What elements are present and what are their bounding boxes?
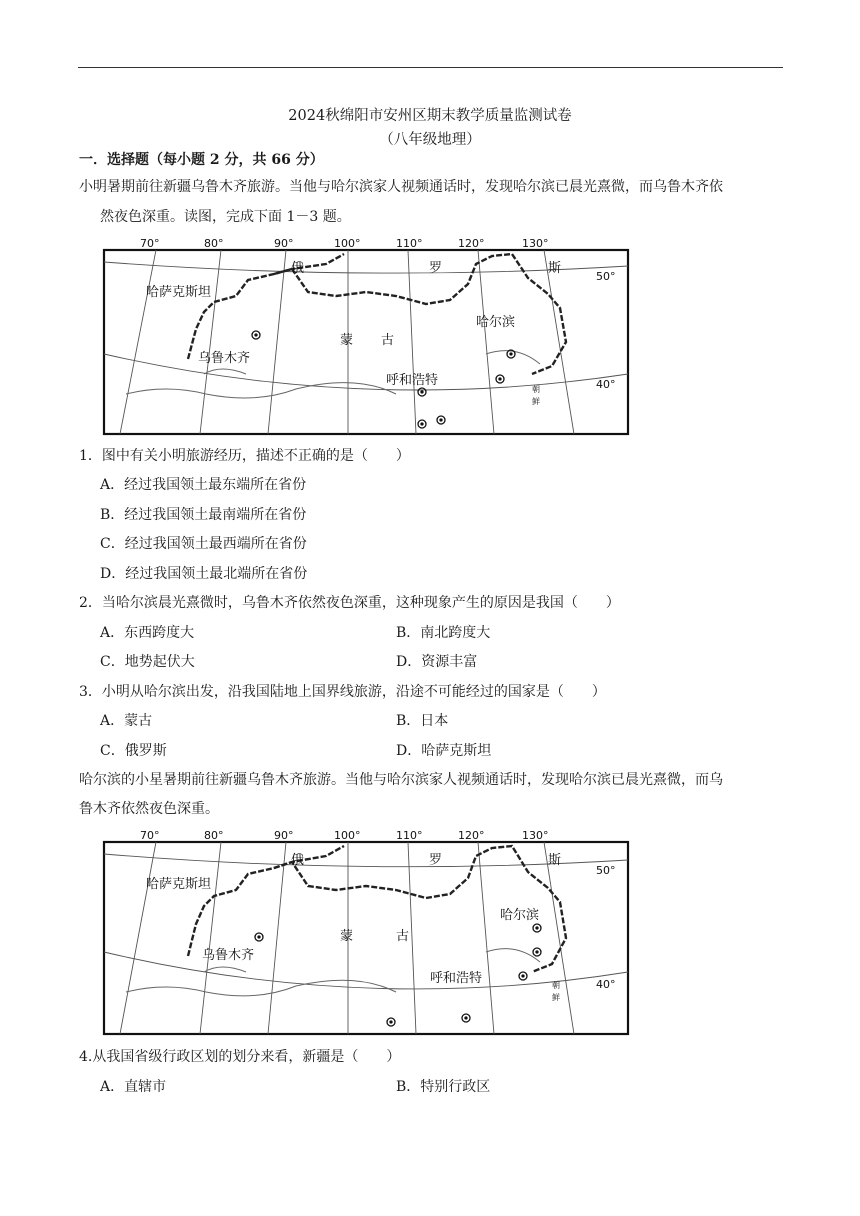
q3-option-c: C．俄罗斯: [100, 743, 167, 759]
intro2-line1: 哈尔滨的小星暑期前往新疆乌鲁木齐旅游。当他与哈尔滨家人视频通话时，发现哈尔滨已晨光熹微，而乌: [79, 772, 723, 788]
section-heading: 一．选择题（每小题 2 分，共 66 分）: [79, 152, 324, 168]
label-russia-3: 斯: [548, 853, 562, 868]
q1-option-d: D．经过我国领土最北端所在省份: [100, 566, 308, 582]
q3-stem: 3．小明从哈尔滨出发，沿我国陆地上国界线旅游，沿途不可能经过的国家是（ ）: [79, 684, 606, 700]
graticule: [104, 250, 628, 434]
label-korea-2: 鲜: [532, 397, 540, 406]
q3-option-d: D．哈萨克斯坦: [396, 743, 492, 759]
exam-subtitle: （八年级地理）: [379, 132, 481, 148]
map-2: [96, 826, 641, 1038]
lon-label-6: 120°: [458, 829, 485, 842]
lon-label-4: 100°: [334, 237, 361, 250]
lat-label-50: 50°: [596, 864, 616, 877]
lon-label-2: 80°: [204, 829, 224, 842]
label-russia-2: 罗: [429, 853, 443, 868]
q3-option-a: A．蒙古: [100, 713, 153, 729]
lat-label-40: 40°: [596, 978, 616, 991]
map-frame: [104, 842, 628, 1034]
q2-option-a: A．东西跨度大: [100, 625, 195, 641]
q2-stem: 2．当哈尔滨晨光熹微时，乌鲁木齐依然夜色深重，这种现象产生的原因是我国（ ）: [79, 595, 620, 611]
label-mongolia-1: 蒙: [340, 929, 354, 944]
q4-option-a: A．直辖市: [100, 1079, 167, 1095]
q2-option-c: C．地势起伏大: [100, 654, 195, 670]
label-urumqi: 乌鲁木齐: [202, 948, 255, 963]
lon-label-5: 110°: [396, 237, 423, 250]
label-korea-2: 鲜: [552, 993, 560, 1002]
label-russia-3: 斯: [548, 261, 562, 276]
exam-title: 2024秋绵阳市安州区期末教学质量监测试卷: [288, 108, 572, 124]
lat-label-40: 40°: [596, 378, 616, 391]
lon-label-1: 70°: [140, 237, 160, 250]
q1-stem: 1．图中有关小明旅游经历，描述不正确的是（ ）: [79, 448, 410, 464]
label-urumqi: 乌鲁木齐: [198, 351, 251, 366]
graticule: [104, 842, 628, 1034]
label-hohhot: 呼和浩特: [430, 971, 483, 986]
q2-option-b: B．南北跨度大: [396, 625, 491, 641]
label-russia-2: 罗: [429, 261, 443, 276]
q1-option-a: A．经过我国领土最东端所在省份: [100, 477, 307, 493]
lon-label-5: 110°: [396, 829, 423, 842]
q1-option-c: C．经过我国领土最西端所在省份: [100, 536, 307, 552]
header-rule: [78, 67, 783, 68]
label-harbin: 哈尔滨: [476, 315, 516, 330]
q2-option-d: D．资源丰富: [396, 654, 478, 670]
lat-label-50: 50°: [596, 270, 616, 283]
lon-label-3: 90°: [274, 829, 294, 842]
lon-label-2: 80°: [204, 237, 224, 250]
lon-label-7: 130°: [522, 829, 549, 842]
label-harbin: 哈尔滨: [500, 908, 540, 923]
lon-label-3: 90°: [274, 237, 294, 250]
map-1: [96, 234, 641, 440]
q1-option-b: B．经过我国领土最南端所在省份: [100, 507, 307, 523]
label-korea-1: 朝: [552, 981, 560, 990]
label-korea-1: 朝: [532, 385, 540, 394]
label-kazakhstan: 哈萨克斯坦: [146, 285, 212, 300]
label-mongolia-2: 古: [381, 333, 395, 348]
q4-option-b: B．特别行政区: [396, 1079, 491, 1095]
label-kazakhstan: 哈萨克斯坦: [146, 877, 212, 892]
label-mongolia-2: 古: [396, 929, 410, 944]
lon-label-7: 130°: [522, 237, 549, 250]
map-frame: [104, 250, 628, 434]
label-russia-1: 俄: [291, 261, 305, 276]
label-russia-1: 俄: [291, 853, 305, 868]
lon-label-6: 120°: [458, 237, 485, 250]
label-mongolia-1: 蒙: [340, 333, 354, 348]
label-hohhot: 呼和浩特: [386, 373, 439, 388]
intro1-line1: 小明暑期前往新疆乌鲁木齐旅游。当他与哈尔滨家人视频通话时，发现哈尔滨已晨光熹微，而乌鲁木齐依: [79, 179, 723, 195]
lon-label-4: 100°: [334, 829, 361, 842]
intro1-line2: 然夜色深重。读图，完成下面 1－3 题。: [100, 209, 351, 225]
lon-label-1: 70°: [140, 829, 160, 842]
intro2-line2: 鲁木齐依然夜色深重。: [79, 801, 219, 817]
q3-option-b: B．日本: [396, 713, 449, 729]
q4-stem: 4.从我国省级行政区划的划分来看，新疆是（ ）: [79, 1049, 401, 1065]
